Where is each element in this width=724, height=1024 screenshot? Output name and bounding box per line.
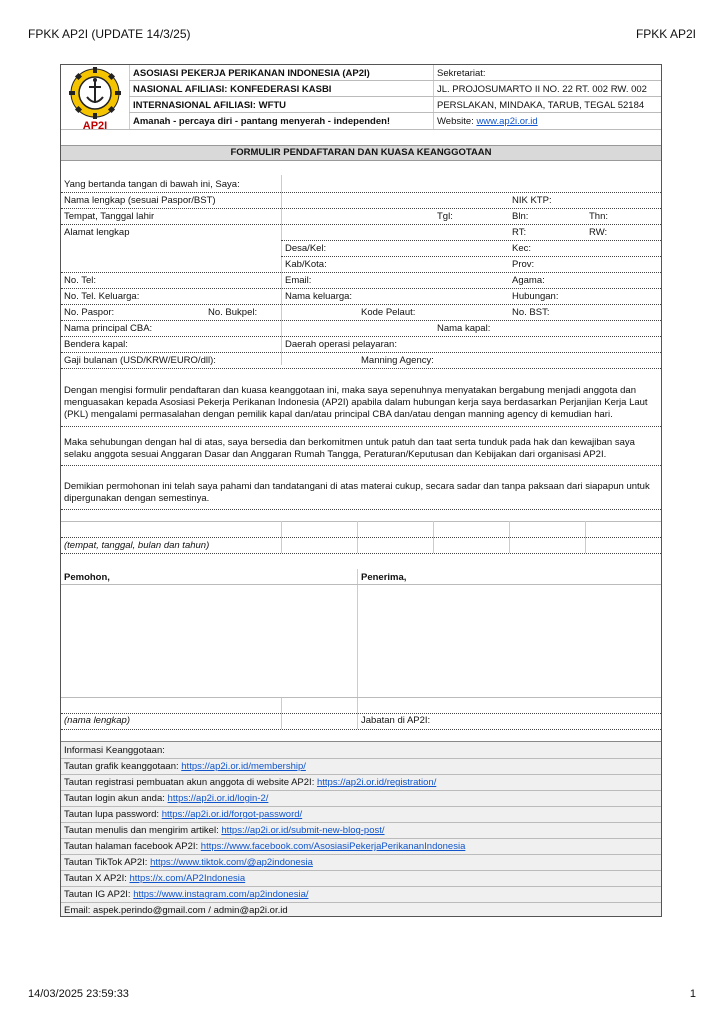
label-hubungan: Hubungan: — [512, 291, 559, 302]
pemohon-label: Pemohon, — [64, 572, 110, 583]
info-link-label: Tautan halaman facebook AP2I: — [64, 841, 199, 852]
info-link-row — [64, 793, 268, 805]
website-label: Website: — [437, 116, 474, 127]
label-nama-lengkap: Nama lengkap (sesuai Paspor/BST) — [64, 195, 216, 206]
declaration-paragraph-1: Dengan mengisi formulir pendaftaran dan kuasa keanggotaan ini, maka saya sepenuhnya menyatakan bergabung menjadi anggota dan menguasakan kepada Asosiasi Pekerja Perikanan Indonesia (AP2I) apabila dalam hubungan kerja saya berdasarkan Perjanjian Kerja Laut (PKL) mengalami permasalahan dengan pemilik kapal dan/atau principal CBA dan/atau dengan manning agency di kemudian hari. — [64, 385, 648, 420]
page-header-right: FPKK AP2I — [635, 27, 696, 41]
info-link-label: Tautan registrasi pembuatan akun anggota di website AP2I: — [64, 777, 315, 788]
label-bln: Bln: — [512, 211, 529, 222]
submit-article-link[interactable]: https://ap2i.or.id/submit-new-blog-post/ — [221, 825, 385, 836]
info-link-label: Tautan IG AP2I: — [64, 889, 131, 900]
registration-link[interactable]: https://ap2i.or.id/registration/ — [316, 777, 437, 788]
website-link[interactable]: www.ap2i.or.id — [476, 116, 538, 127]
declaration-paragraph-3: Demikian permohonan ini telah saya pahami dan tandatangani di atas materai cukup, secara sadar dan tanpa paksaan dari siapapun untuk dipergunakan dengan semestinya. — [64, 481, 650, 504]
instagram-link[interactable]: https://www.instagram.com/ap2indonesia/ — [133, 889, 309, 900]
page-number: 1 — [689, 988, 696, 1000]
org-name: ASOSIASI PEKERJA PERIKANAN INDONESIA (AP2I) — [133, 68, 370, 79]
label-bendera-kapal: Bendera kapal: — [64, 339, 128, 350]
ap2i-logo-icon — [65, 67, 125, 131]
info-link-label: Tautan lupa password: — [64, 809, 160, 820]
info-link-label: Tautan TikTok AP2I: — [64, 857, 148, 868]
info-link-label: Tautan X AP2I: — [64, 873, 127, 884]
info-link-row — [64, 825, 385, 837]
info-link-row — [64, 889, 309, 901]
label-nama-kapal: Nama kapal: — [437, 323, 491, 334]
label-tempat-tanggal-lahir: Tempat, Tanggal lahir — [64, 211, 155, 222]
info-link-label: Tautan grafik keanggotaan: — [64, 761, 179, 772]
intro-text: Yang bertanda tangan di bawah ini, Saya: — [64, 179, 240, 190]
label-nama-keluarga: Nama keluarga: — [285, 291, 353, 302]
info-link-label: Tautan login akun anda: — [64, 793, 165, 804]
forgot-password-link[interactable]: https://ap2i.or.id/forgot-password/ — [161, 809, 303, 820]
label-email: Email: — [285, 275, 312, 286]
membership-form — [60, 64, 662, 917]
jabatan-label: Jabatan di AP2I: — [361, 715, 431, 726]
national-affiliation: NASIONAL AFILIASI: KONFEDERASI KASBI — [133, 84, 332, 95]
label-kec: Kec: — [512, 243, 532, 254]
label-thn: Thn: — [589, 211, 609, 222]
label-nama-principal-cba: Nama principal CBA: — [64, 323, 153, 334]
logo-text: AP2I — [82, 120, 108, 131]
label-manning-agency: Manning Agency: — [361, 355, 434, 366]
label-nik-ktp: NIK KTP: — [512, 195, 552, 206]
label-no-bukpel: No. Bukpel: — [208, 307, 258, 318]
label-no-bst: No. BST: — [512, 307, 550, 318]
address-line-2: PERSLAKAN, MINDAKA, TARUB, TEGAL 52184 — [437, 100, 645, 111]
label-gaji-bulanan: Gaji bulanan (USD/KRW/EURO/dll): — [64, 355, 216, 366]
label-rt: RT: — [512, 227, 527, 238]
info-title: Informasi Keanggotaan: — [64, 745, 165, 756]
label-rw: RW: — [589, 227, 608, 238]
label-desa-kel: Desa/Kel: — [285, 243, 327, 254]
info-link-row — [64, 761, 306, 773]
info-link-row — [64, 857, 313, 869]
info-link-row — [64, 873, 245, 885]
place-date-hint: (tempat, tanggal, bulan dan tahun) — [64, 540, 210, 551]
label-no-paspor: No. Paspor: — [64, 307, 115, 318]
login-link[interactable]: https://ap2i.or.id/login-2/ — [167, 793, 269, 804]
international-affiliation: INTERNASIONAL AFILIASI: WFTU — [133, 100, 287, 111]
info-link-row — [64, 777, 436, 789]
label-agama: Agama: — [512, 275, 545, 286]
print-timestamp: 14/03/2025 23:59:33 — [28, 988, 129, 1000]
email-contact: Email: aspek.perindo@gmail.com / admin@ap2i.or.id — [64, 905, 288, 916]
form-title: FORMULIR PENDAFTARAN DAN KUASA KEANGGOTAAN — [61, 145, 661, 161]
x-link[interactable]: https://x.com/AP2Indonesia — [129, 873, 246, 884]
tiktok-link[interactable]: https://www.tiktok.com/@ap2indonesia — [150, 857, 313, 868]
page-header-title: FPKK AP2I (UPDATE 14/3/25) — [28, 27, 191, 41]
label-kode-pelaut: Kode Pelaut: — [361, 307, 416, 318]
website-row — [437, 116, 538, 128]
label-kab-kota: Kab/Kota: — [285, 259, 327, 270]
label-tgl: Tgl: — [437, 211, 453, 222]
address-line-1: JL. PROJOSUMARTO II NO. 22 RT. 002 RW. 002 — [437, 84, 647, 95]
membership-link[interactable]: https://ap2i.or.id/membership/ — [181, 761, 306, 772]
label-no-tel: No. Tel: — [64, 275, 97, 286]
declaration-paragraph-2: Maka sehubungan dengan hal di atas, saya bersedia dan berkomitmen untuk patuh dan taat serta tunduk pada hak dan kewajiban saya selaku anggota sesuai Anggaran Dasar dan Anggaran Rumah Tangga, Peraturan/Keputusan dan Kebijakan dari organisasi AP2I. — [64, 437, 635, 460]
info-link-row — [64, 841, 465, 853]
label-no-tel-keluarga: No. Tel. Keluarga: — [64, 291, 140, 302]
label-daerah-operasi: Daerah operasi pelayaran: — [285, 339, 397, 350]
info-link-label: Tautan menulis dan mengirim artikel: — [64, 825, 219, 836]
facebook-link[interactable]: https://www.facebook.com/AsosiasiPekerjaPerikananIndonesia — [200, 841, 466, 852]
org-motto: Amanah - percaya diri - pantang menyerah - independen! — [133, 116, 391, 127]
info-link-row — [64, 809, 302, 821]
label-prov: Prov: — [512, 259, 535, 270]
nama-lengkap-hint: (nama lengkap) — [64, 715, 131, 726]
penerima-label: Penerima, — [361, 572, 407, 583]
label-alamat-lengkap: Alamat lengkap — [64, 227, 130, 238]
secretariat-label: Sekretariat: — [437, 68, 486, 79]
